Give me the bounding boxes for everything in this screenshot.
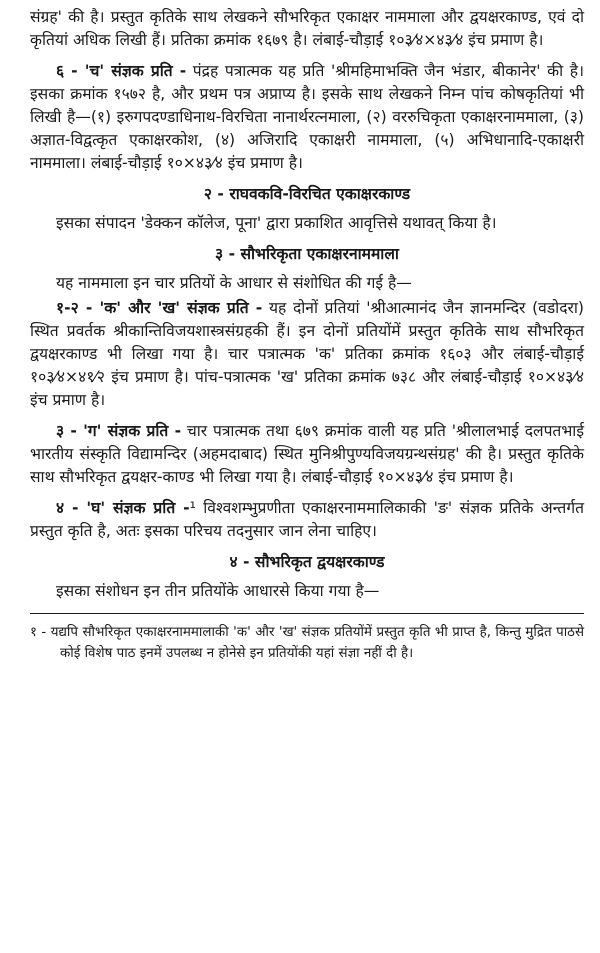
section-heading-3: ३ - सौभरिकृता एकाक्षरनाममाला — [215, 245, 399, 263]
paragraph-section-2: इसका संपादन 'डेक्कन कॉलेज, पूना' द्वारा प्रकाशित आवृत्तिसे यथावत् किया है। — [56, 214, 497, 232]
paragraph-lead-ka-kha: १-२ - 'क' और 'ख' संज्ञक प्रति - — [56, 299, 263, 317]
paragraph-lead-gha: ४ - 'घ' संज्ञक प्रति - — [56, 499, 190, 517]
paragraph-lead-ga: ३ - 'ग' संज्ञक प्रति - — [56, 422, 182, 440]
paragraph-section-3-intro: यह नाममाला इन चार प्रतियों के आधार से संशोधित की गई है— — [56, 274, 412, 292]
section-heading-4: ४ - सौभरिकृत द्वयक्षरकाण्ड — [229, 553, 385, 571]
paragraph-lead-cha: ६ - 'च' संज्ञक प्रति - — [56, 62, 187, 80]
footnote-divider — [30, 613, 584, 614]
paragraph-text-gha: ¹ विश्वशम्भुप्रणीता एकाक्षरनाममालिकाकी 'ङ' संज्ञक प्रतिके अन्तर्गत प्रस्तुत कृति है, अतः इसका परिचय तदनुसार जान लेना चाहिए। — [30, 499, 584, 540]
section-heading-2: २ - राघवकवि-विरचित एकाक्षरकाण्ड — [203, 185, 411, 203]
paragraph-manuscript-ka-kha — [30, 297, 584, 412]
paragraph-manuscript-ga — [30, 420, 584, 489]
paragraph-text-cha: पंद्रह पत्रात्मक यह प्रति 'श्रीमहिमाभक्ति जैन भंडार, बीकानेर' की है। इसका क्रमांक १५७२ है, और प्रथम पत्र अप्राप्य है। इसके साथ लेखकने निम्न पांच कोषकृतियां भी लिखी है—(१) इरुगपदण्डाधिनाथ-विरचिता नानार्थरत्नमाला, (२) वररुचिकृता एकाक्षरनाममाला, (३) अज्ञात-विद्वत्कृत एकाक्षरकोश, (४) अजिरादि एकाक्षरी नाममाला, (५) अभिधानादि-एकाक्षरी नाममाला। लंबाई-चौड़ाई १०×४३⁄४ इंच प्रमाण है। — [30, 62, 584, 172]
paragraph-section-4-intro: इसका संशोधन इन तीन प्रतियोंके आधारसे किया गया है— — [56, 582, 380, 600]
paragraph-text-ga: चार पत्रात्मक तथा ६७९ क्रमांक वाली यह प्रति 'श्रीलालभाई दलपतभाई भारतीय संस्कृति विद्यामन्दिर (अहमदाबाद) स्थित मुनिश्रीपुण्यविजयग्रन्थसंग्रह' की है। प्रस्तुत कृतिके साथ सौभरिकृत द्वयक्षर-काण्ड भी लिखा गया है। लंबाई-चौड़ाई १०×४३⁄४ इंच प्रमाण है। — [30, 422, 584, 486]
footnote: १ - यद्यपि सौभरिकृत एकाक्षरनाममालाकी 'क' और 'ख' संज्ञक प्रतियोंमें प्रस्तुत कृति भी प्राप्त है, किन्तु मुद्रित पाठसे कोई विशेष पाठ इनमें उपलब्ध न होनेसे इन प्रतियोंकी यहां संज्ञा नहीं दी है। — [30, 625, 584, 661]
paragraph-manuscript-gha — [30, 497, 584, 543]
paragraph-text-ka-kha: यह दोनों प्रतियां 'श्रीआत्मानंद जैन ज्ञानमन्दिर (वडोदरा) स्थित प्रवर्तक श्रीकान्तिविजयशास्त्रसंग्रहकी हैं। इन दोनों प्रतियोंमें प्रस्तुत कृतिके साथ सौभरिकृत द्वयक्षरकाण्ड भी लिखा गया है। चार पत्रात्मक 'क' प्रतिका क्रमांक १६०३ और लंबाई-चौड़ाई १०३⁄४×४१⁄२ इंच प्रमाण है। पांच-पत्रात्मक 'ख' प्रतिका क्रमांक ७३८ और लंबाई-चौड़ाई १०×४३⁄४ इंच प्रमाण है। — [30, 299, 584, 409]
paragraph-manuscript-cha — [30, 60, 584, 175]
paragraph-continuation: संग्रह' की है। प्रस्तुत कृतिके साथ लेखकने सौभरिकृत एकाक्षर नाममाला और द्वयक्षरकाण्ड, एवं दो कृतियां अधिक लिखी हैं। प्रतिका क्रमांक १६७९ है। लंबाई-चौड़ाई १०३⁄४×४३⁄४ इंच प्रमाण है। — [30, 8, 584, 49]
